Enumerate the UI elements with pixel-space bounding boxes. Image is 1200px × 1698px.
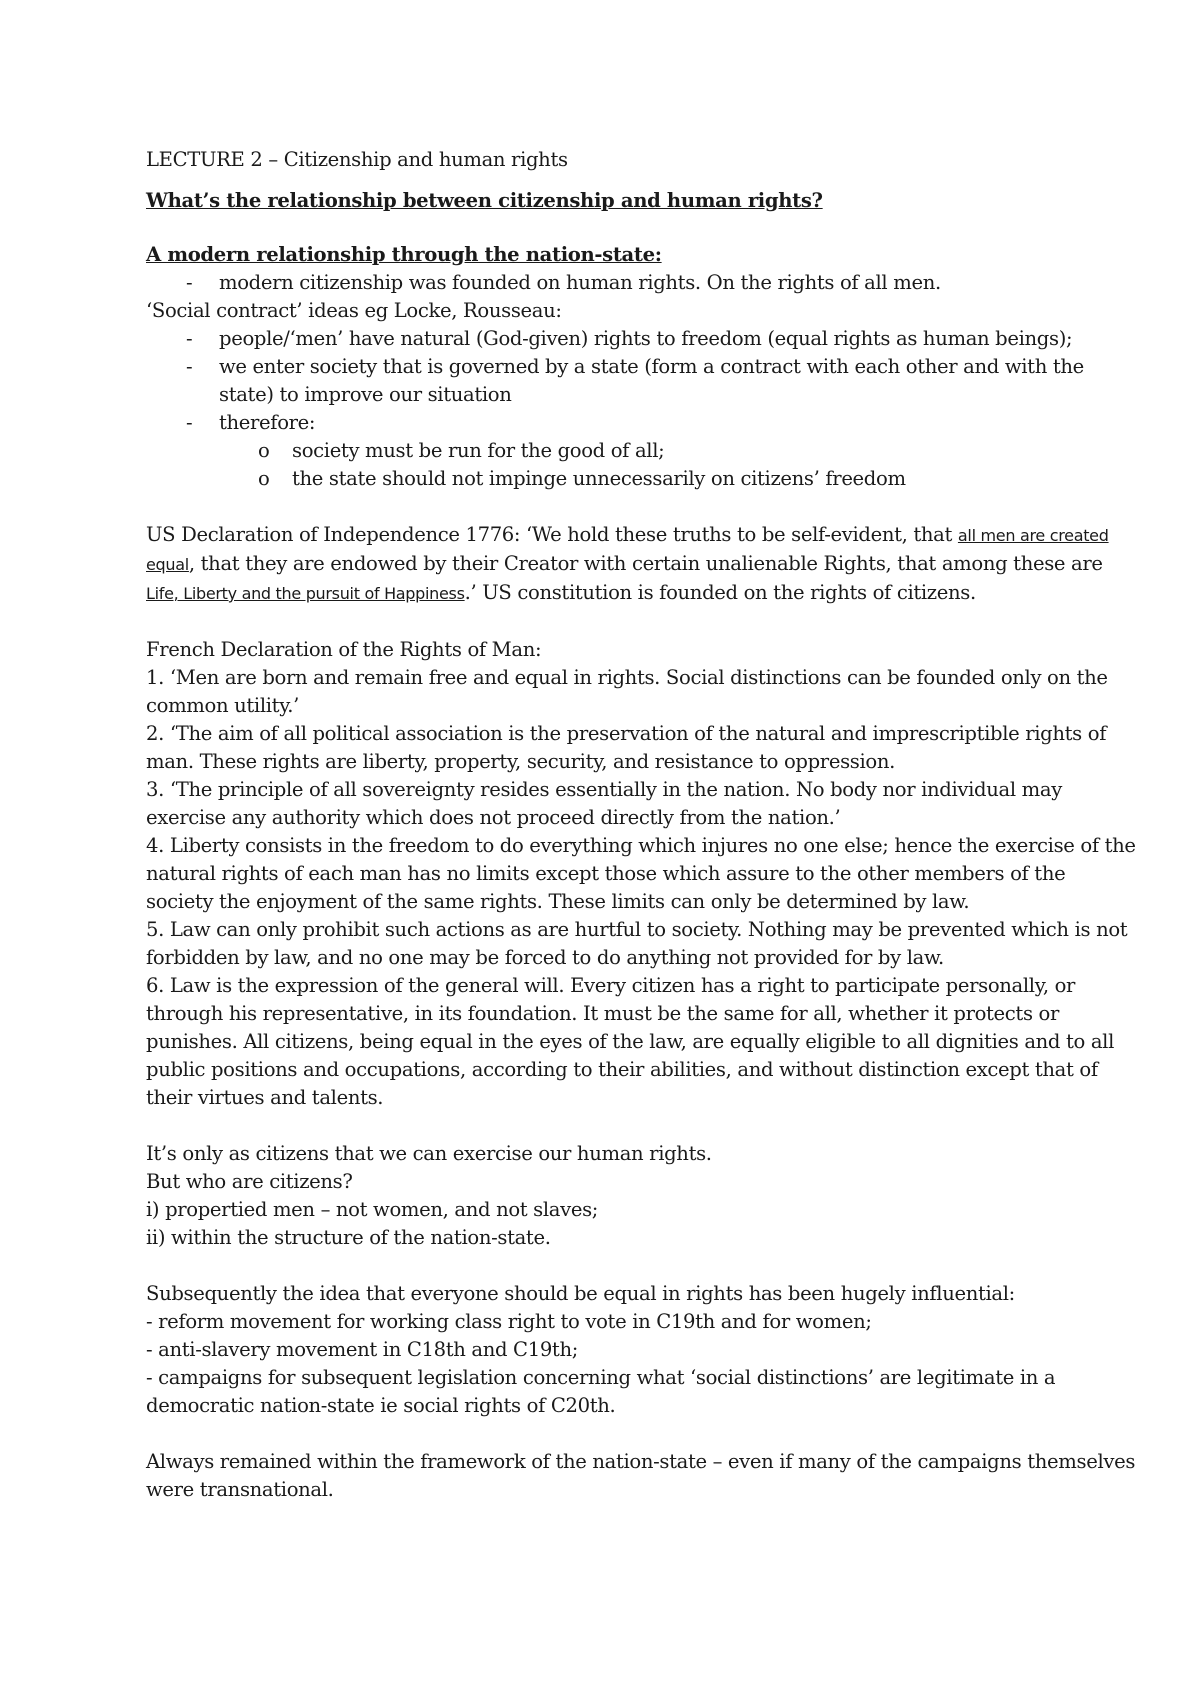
lecture-title: LECTURE 2 – Citizenship and human rights (146, 148, 568, 171)
list-item-text: people/‘men’ have natural (God-given) rights to freedom (equal rights as human beings); (219, 327, 1073, 350)
citizens-line: ii) within the structure of the nation-state. (146, 1226, 551, 1249)
us-declaration-text: .’ US constitution is founded on the rights of citizens. (464, 581, 976, 604)
dash-marker: - (186, 355, 193, 378)
modern-relationship-heading: A modern relationship through the nation-state: (146, 243, 662, 266)
closing-paragraph: Always remained within the framework of the nation-state – even if many of the campaigns themselves were transnational. (146, 1450, 1136, 1501)
french-article-6: 6. Law is the expression of the general will. Every citizen has a right to participate personally, or through his representative, in its foundation. It must be the same for all, whether it protects or punishes. All citizens, being equal in the eyes of the law, are equally eligible to all dignities and to all public positions and occupations, according to their abilities, and without distinction except that of their virtues and talents. (146, 974, 1115, 1109)
french-article-5: 5. Law can only prohibit such actions as are hurtful to society. Nothing may be prevented which is not forbidden by law, and no one may be forced to do anything not provided for by law. (146, 918, 1128, 969)
french-article-3: 3. ‘The principle of all sovereignty resides essentially in the nation. No body nor individual may exercise any authority which does not proceed directly from the nation.’ (146, 778, 1062, 829)
french-article-4: 4. Liberty consists in the freedom to do everything which injures no one else; hence the exercise of the natural rights of each man has no limits except those which assure to the other members of the society the enjoyment of the same rights. These limits can only be determined by law. (146, 834, 1136, 913)
social-contract-intro: ‘Social contract’ ideas eg Locke, Rousseau: (146, 299, 562, 322)
circle-marker: o (258, 439, 270, 462)
question-heading: What’s the relationship between citizenship and human rights? (146, 189, 823, 212)
underlined-phrase: Life, Liberty and the pursuit of Happiness (146, 584, 465, 603)
list-item (146, 325, 1136, 353)
list-item (146, 409, 1136, 437)
list-item (146, 437, 1136, 465)
subsequent-line: - reform movement for working class right to vote in C19th and for women; (146, 1310, 872, 1333)
subsequent-line: - anti-slavery movement in C18th and C19th; (146, 1338, 578, 1361)
underlined-phrase: all men are created equal (146, 526, 1109, 574)
citizens-line: i) propertied men – not women, and not slaves; (146, 1198, 599, 1221)
dash-marker: - (186, 327, 193, 350)
dash-marker: - (186, 271, 193, 294)
list-item-text: therefore: (219, 411, 316, 434)
list-item-text: we enter society that is governed by a state (form a contract with each other and with the state) to improve our situation (219, 355, 1084, 406)
list-item-text: modern citizenship was founded on human rights. On the rights of all men. (219, 271, 941, 294)
citizens-line: It’s only as citizens that we can exercise our human rights. (146, 1142, 712, 1165)
list-item-text: society must be run for the good of all; (292, 439, 665, 462)
us-declaration-text: , that they are endowed by their Creator with certain unalienable Rights, that among these are (188, 552, 1103, 575)
list-item-text: the state should not impinge unnecessarily on citizens’ freedom (292, 467, 906, 490)
french-declaration-intro: French Declaration of the Rights of Man: (146, 638, 542, 661)
modern-list (146, 269, 1136, 297)
document-page (146, 146, 1136, 1504)
list-item (146, 465, 1136, 493)
us-declaration-paragraph (146, 521, 1136, 608)
circle-marker: o (258, 467, 270, 490)
list-item (146, 353, 1136, 409)
subsequent-line: - campaigns for subsequent legislation concerning what ‘social distinctions’ are legitimate in a democratic nation-state ie social rights of C20th. (146, 1366, 1056, 1417)
therefore-list (146, 437, 1136, 493)
subsequent-line: Subsequently the idea that everyone should be equal in rights has been hugely influential: (146, 1282, 1015, 1305)
social-contract-list (146, 325, 1136, 437)
list-item (146, 269, 1136, 297)
dash-marker: - (186, 411, 193, 434)
french-article-2: 2. ‘The aim of all political association is the preservation of the natural and imprescriptible rights of man. These rights are liberty, property, security, and resistance to oppression. (146, 722, 1107, 773)
us-declaration-text: US Declaration of Independence 1776: ‘We hold these truths to be self-evident, that (146, 523, 958, 546)
citizens-line: But who are citizens? (146, 1170, 353, 1193)
french-article-1: 1. ‘Men are born and remain free and equal in rights. Social distinctions can be founded only on the common utility.’ (146, 666, 1108, 717)
